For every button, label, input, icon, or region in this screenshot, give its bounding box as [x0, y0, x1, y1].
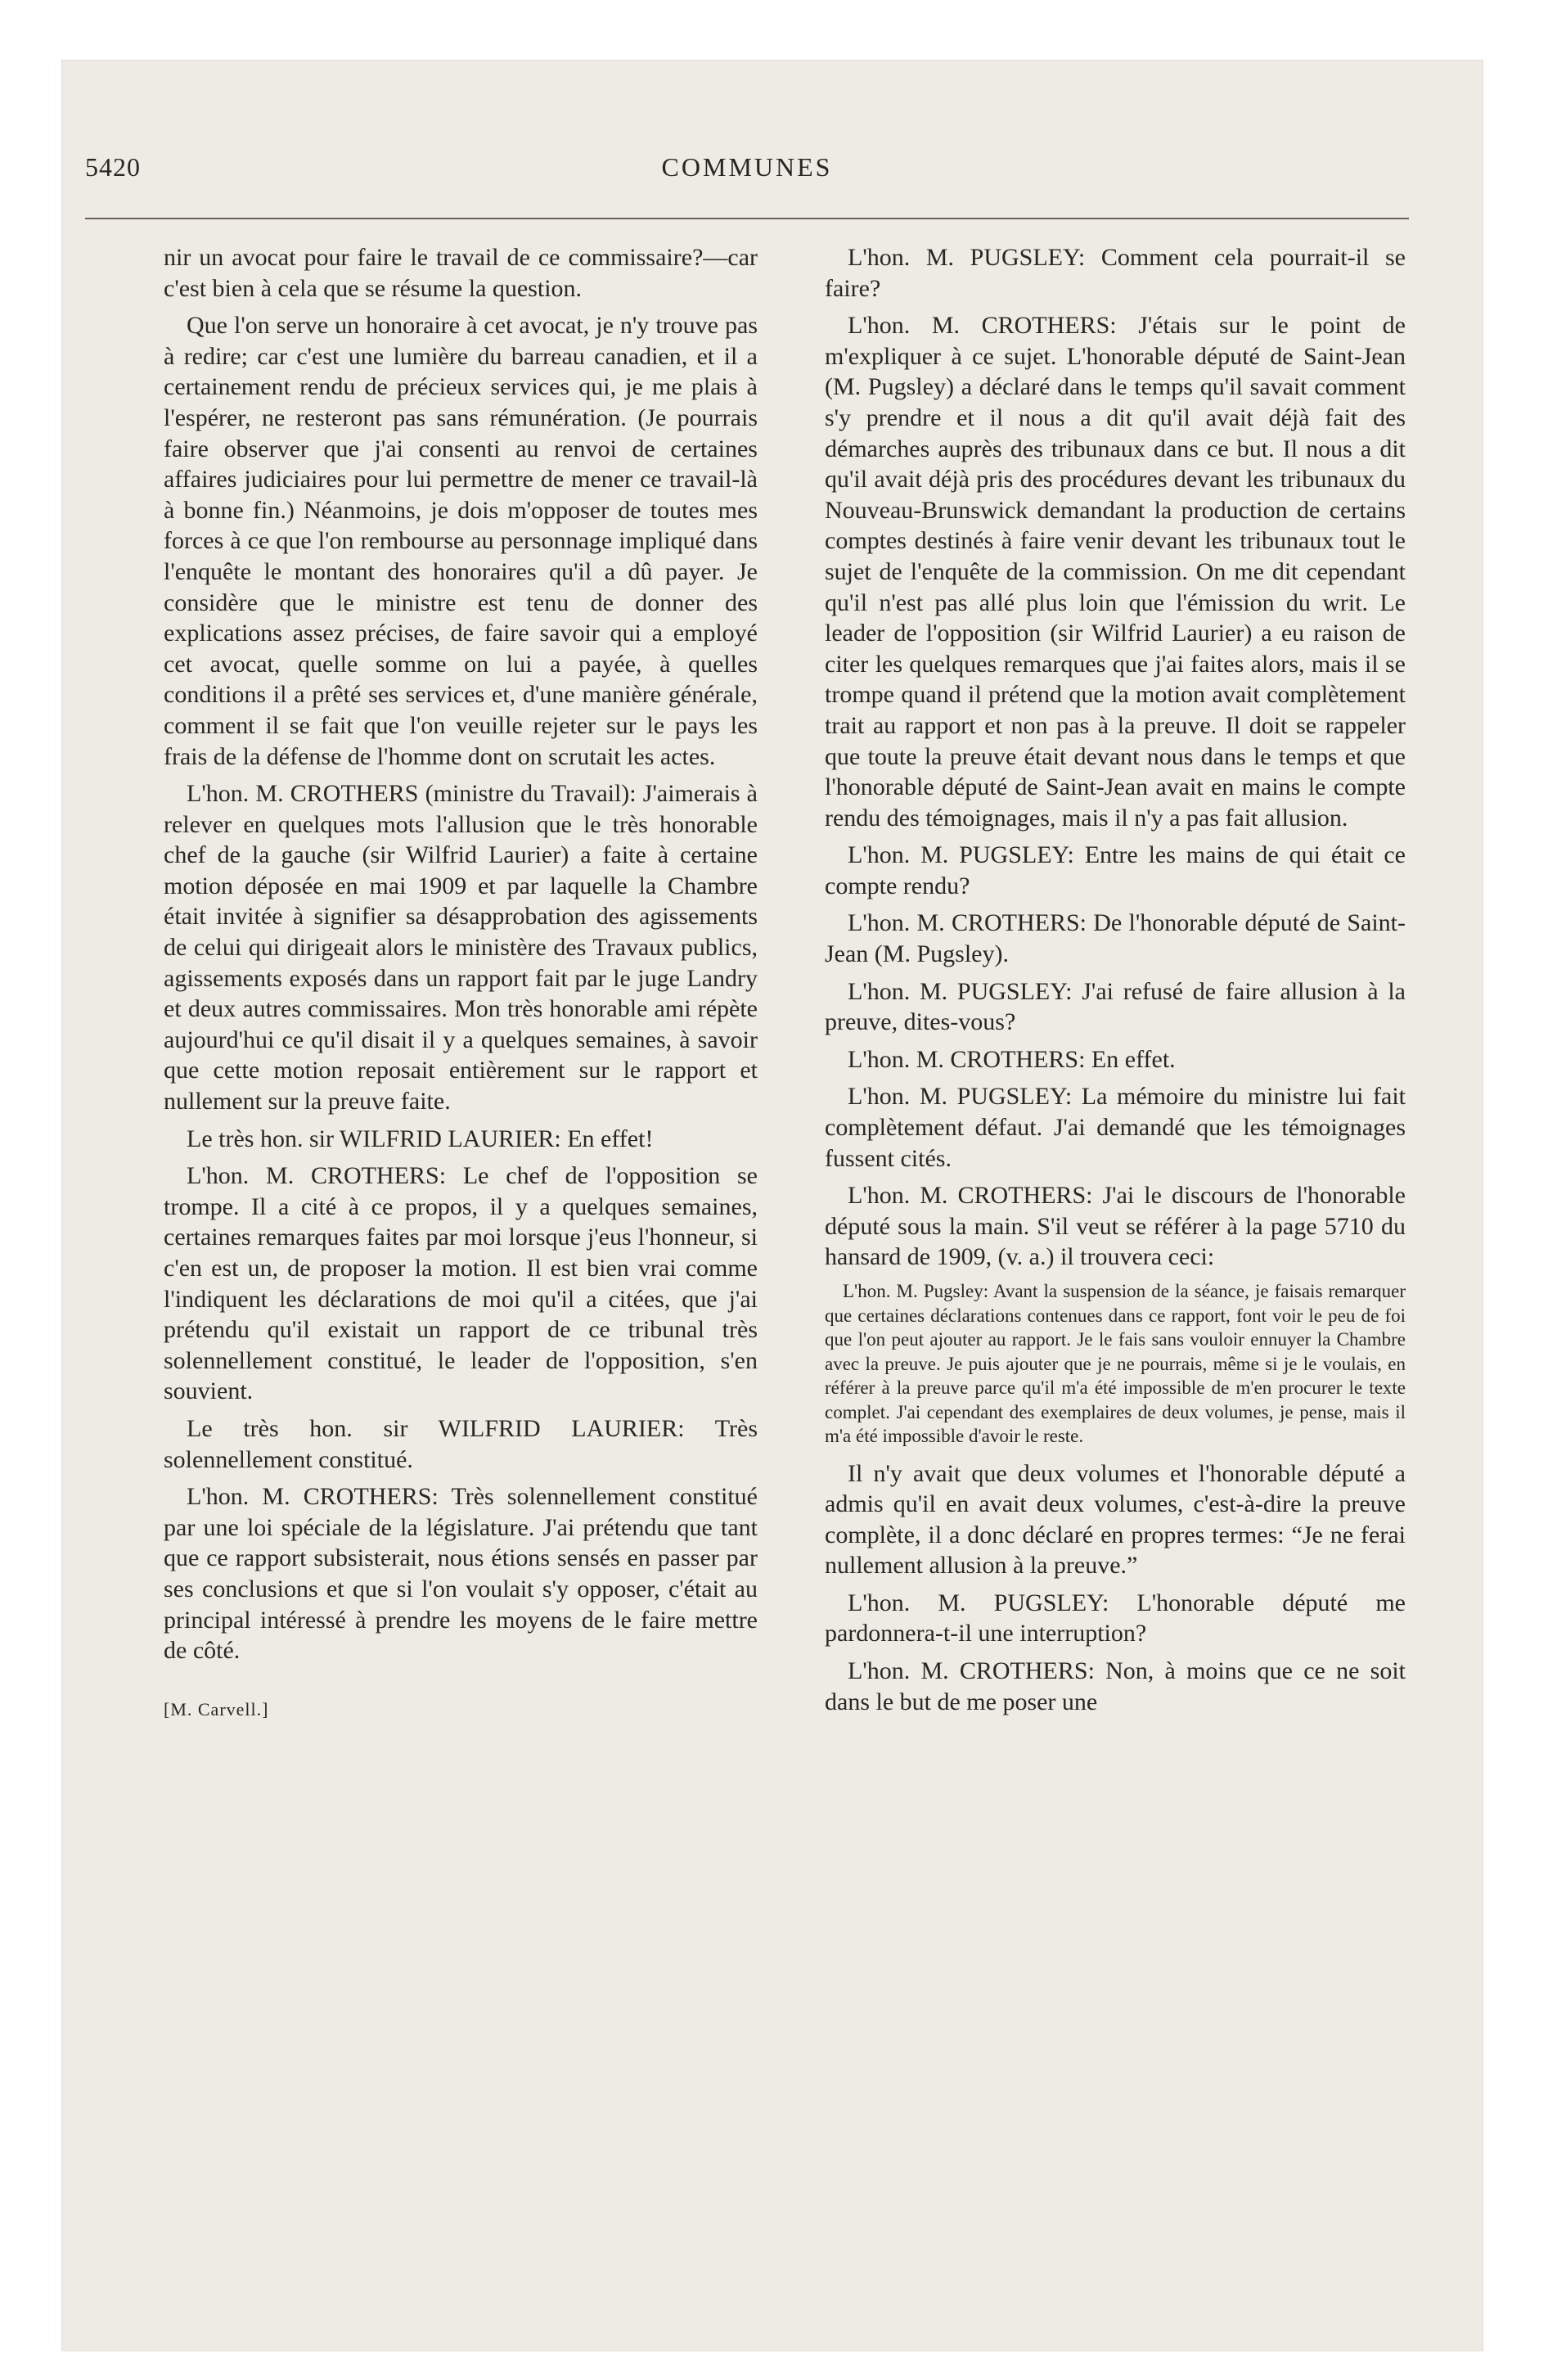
- paragraph: L'hon. M. PUGSLEY: Entre les mains de qui était ce compte rendu?: [825, 841, 1406, 899]
- paragraph: Il n'y avait que deux volumes et l'honorable député a admis qu'il en avait deux volumes, c'est-à-dire la preuve complète, il a donc déclaré en propres termes: “Je ne ferai nullement allusion à la preuve.”: [825, 1459, 1406, 1580]
- paragraph: L'hon. M. CROTHERS: En effet.: [848, 1045, 1176, 1073]
- left-column: [164, 242, 758, 1731]
- paragraph: nir un avocat pour faire le travail de ce commissaire?—car c'est bien à cela que se résume la question.: [164, 244, 758, 302]
- hansard-quote: L'hon. M. Pugsley: Avant la suspension de la séance, je faisais remarquer que certaines déclarations contenues dans ce rapport, font voir le peu de foi que l'on peut ajouter au rapport. Je le fais sans vouloir ennuyer la Chambre avec la preuve. Je puis ajouter que je ne pourrais, même si je le voulais, en référer à la preuve parce qu'il m'a été impossible de m'en procurer le texte complet. J'ai cependant des exemplaires de deux volumes, je pense, mais il m'a été impossible d'avoir le reste.: [825, 1281, 1406, 1446]
- paragraph: Le très hon. sir WILFRID LAURIER: Très solennellement constitué.: [164, 1414, 758, 1473]
- paragraph: L'hon. M. PUGSLEY: L'honorable député me pardonnera-t-il une interruption?: [825, 1589, 1406, 1648]
- page-number: 5420: [85, 152, 141, 182]
- paragraph: L'hon. M. PUGSLEY: J'ai refusé de faire allusion à la preuve, dites-vous?: [825, 977, 1406, 1036]
- paragraph: L'hon. M. CROTHERS: Non, à moins que ce ne soit dans le but de me poser une: [825, 1657, 1406, 1715]
- paragraph: L'hon. M. CROTHERS: Très solennellement constitué par une loi spéciale de la législature. J'ai prétendu que tant que ce rapport subsisterait, nous étions sensés en passer par ses conclusions et que si l'on voulait s'y opposer, c'était au principal intéressé à prendre les moyens de le faire mettre de côté.: [164, 1483, 758, 1665]
- page-header: [85, 152, 1409, 193]
- paragraph: Le très hon. sir WILFRID LAURIER: En effet!: [187, 1125, 654, 1152]
- paragraph: L'hon. M. PUGSLEY: Comment cela pourrait-il se faire?: [825, 244, 1406, 302]
- header-rule: [85, 218, 1409, 219]
- paragraph: Que l'on serve un honoraire à cet avocat, je n'y trouve pas à redire; car c'est une lumière du barreau canadien, et il a certainement rendu de précieux services qui, je me plais à l'espérer, ne resteront pas sans rémunération. (Je pourrais faire observer que j'ai consenti au renvoi de certaines affaires judiciaires pour lui permettre de mener ce travail-là à bonne fin.) Néanmoins, je dois m'opposer de toutes mes forces à ce que l'on rembourse au personnage impliqué dans l'enquête le montant des honoraires qu'il a dû payer. Je considère que le ministre est tenu de donner des explications assez précises, de faire savoir qui a employé cet avocat, quelle somme on lui a payée, à quelles conditions il a prêté ses services et, d'une manière générale, comment il se fait que l'on veuille rejeter sur le pays les frais de la défense de l'homme dont on scrutait les actes.: [164, 312, 758, 770]
- paragraph: L'hon. M. PUGSLEY: La mémoire du ministre lui fait complètement défaut. J'ai demandé que les témoignages fussent cités.: [825, 1083, 1406, 1172]
- paragraph: L'hon. M. CROTHERS: Le chef de l'opposition se trompe. Il a cité à ce propos, il y a quelques semaines, certaines remarques faites par moi lorsque j'eus l'honneur, si c'en est un, de proposer la motion. Il est bien vrai comme l'indiquent les déclarations de moi qu'il a citées, que j'ai prétendu qu'il existait un rapport de ce tribunal très solennellement constitué, le leader de l'opposition, s'en souvient.: [164, 1162, 758, 1405]
- paragraph: L'hon. M. CROTHERS (ministre du Travail): J'aimerais à relever en quelques mots l'allusion que le très honorable chef de la gauche (sir Wilfrid Laurier) a faite à certaine motion déposée en mai 1909 et par laquelle la Chambre était invitée à signifier sa désapprobation des agissements de celui qui dirigeait alors le ministère des Travaux publics, agissements exposés dans un rapport fait par le juge Landry et deux autres commissaires. Mon très honorable ami répète aujourd'hui ce qu'il disait il y a quelques semaines, à savoir que cette motion reposait entièrement sur le rapport et nullement sur la preuve faite.: [164, 780, 758, 1116]
- running-title: COMMUNES: [661, 152, 833, 182]
- right-column: [825, 242, 1406, 1724]
- paragraph: L'hon. M. CROTHERS: De l'honorable député de Saint-Jean (M. Pugsley).: [825, 909, 1406, 968]
- page-footer-speaker: [M. Carvell.]: [164, 1698, 269, 1720]
- paragraph: L'hon. M. CROTHERS: J'étais sur le point de m'expliquer à ce sujet. L'honorable député de Saint-Jean (M. Pugsley) a déclaré dans le temps qu'il savait comment s'y prendre et il nous a dit qu'il avait déjà fait des démarches auprès des tribunaux dans ce but. Il nous a dit qu'il avait déjà pris des procédures devant les tribunaux du Nouveau-Brunswick demandant la production de certains comptes destinés à faire venir devant les tribunaux tout le sujet de l'enquête de la commission. On me dit cependant qu'il n'est pas allé plus loin que l'émission du writ. Le leader de l'opposition (sir Wilfrid Laurier) a eu raison de citer les quelques remarques que j'ai faites alors, mais il se trompe quand il prétend que la motion avait complètement trait au rapport et non pas à la preuve. Il doit se rappeler que toute la preuve était devant nous dans le temps et que l'honorable député de Saint-Jean avait en mains le compte rendu des témoignages, mais il n'y a pas fait allusion.: [825, 312, 1406, 832]
- paragraph: L'hon. M. CROTHERS: J'ai le discours de l'honorable député sous la main. S'il veut se référer à la page 5710 du hansard de 1909, (v. a.) il trouvera ceci:: [825, 1182, 1406, 1271]
